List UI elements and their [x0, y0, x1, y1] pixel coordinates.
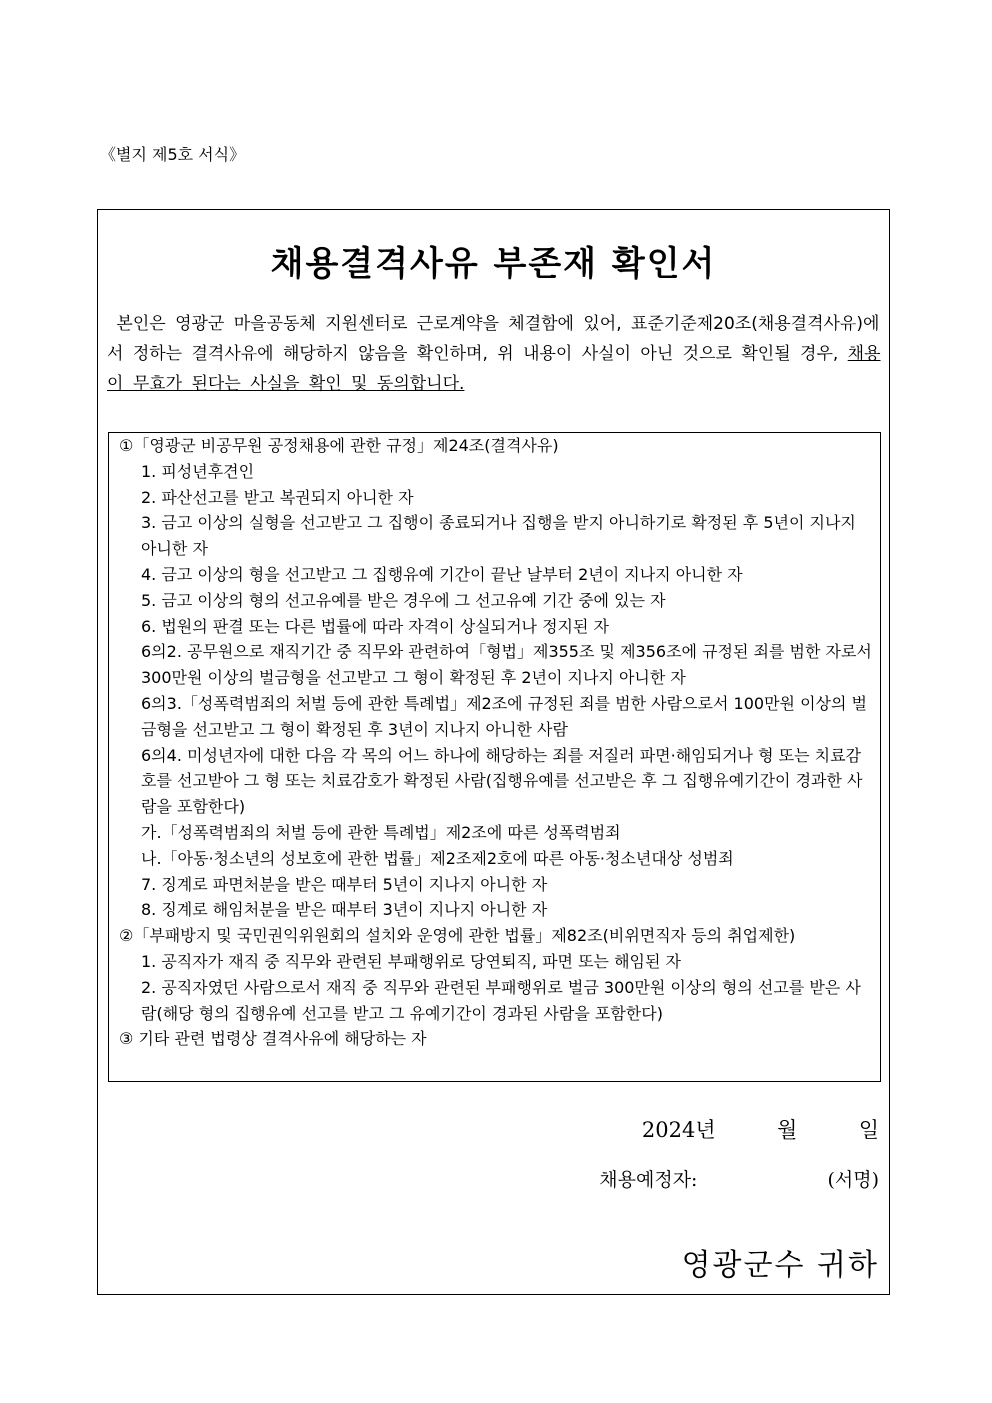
list-item: 가.「성폭력범죄의 처벌 등에 관한 특례법」제2조에 따른 성폭력범죄	[141, 822, 621, 842]
list-item: 6의3.「성폭력범죄의 처벌 등에 관한 특례법」제2조에 규정된 죄를 범한 사람으로서 100만원 이상의 벌금형을 선고받고 그 형이 확정된 후 3년이 지나지 아니한 사람	[141, 693, 867, 739]
signature-mark: (서명)	[827, 1169, 879, 1191]
list-item: 나.「아동·청소년의 성보호에 관한 법률」제2조제2호에 따른 아동·청소년대상 성범죄	[141, 848, 734, 868]
intro-text: 본인은 영광군 마을공동체 지원센터로 근로계약을 체결함에 있어, 표준기준제20조(채용결격사유)에서 정하는 결격사유에 해당하지 않음을 확인하며, 위 내용이 사실이 아닌 것으로 확인될 경우,	[107, 314, 880, 364]
section-heading: ②「부패방지 및 국민권익위원회의 설치와 운영에 관한 법률」제82조(비위면직자 등의 취업제한)	[119, 926, 796, 946]
list-item: 1. 피성년후견인	[141, 461, 255, 481]
list-item: 8. 징계로 해임처분을 받은 때부터 3년이 지나지 아니한 자	[141, 900, 548, 920]
list-item: 5. 금고 이상의 형의 선고유예를 받은 경우에 그 선고유예 기간 중에 있는 자	[141, 590, 666, 610]
list-item: 3. 금고 이상의 실형을 선고받고 그 집행이 종료되거나 집행을 받지 아니하기로 확정된 후 5년이 지나지 아니한 자	[141, 513, 856, 559]
document-frame	[97, 209, 890, 1295]
date-month: 월	[777, 1118, 798, 1142]
addressee: 영광군수 귀하	[681, 1248, 879, 1283]
intro-paragraph	[107, 309, 882, 399]
list-item: 6의4. 미성년자에 대한 다음 각 목의 어느 하나에 해당하는 죄를 저질러 파면·해임되거나 형 또는 치료감호를 선고받아 그 형 또는 치료감호가 확정된 사람(집행유예를 선고받은 후 그 집행유예기간이 경과한 사람을 포함한다)	[141, 745, 863, 817]
signer-label: 채용예정자:	[599, 1169, 698, 1191]
list-item: 2. 파산선고를 받고 복권되지 아니한 자	[141, 487, 414, 507]
list-item: 6. 법원의 판결 또는 다른 법률에 따라 자격이 상실되거나 정지된 자	[141, 616, 609, 636]
signature-line	[599, 1165, 879, 1192]
disqualification-box	[108, 432, 881, 1082]
section-heading: ①「영광군 비공무원 공정채용에 관한 규정」제24조(결격사유)	[119, 436, 559, 455]
list-item: 7. 징계로 파면처분을 받은 때부터 5년이 지나지 아니한 자	[141, 874, 548, 894]
list-item: 2. 공직자였던 사람으로서 재직 중 직무와 관련된 부패행위로 벌금 300만원 이상의 형의 선고를 받은 사람(해당 형의 집행유예 선고를 받고 그 유예기간이 경과된 사람을 포함한다)	[141, 977, 861, 1023]
list-item: 4. 금고 이상의 형을 선고받고 그 집행유예 기간이 끝난 날부터 2년이 지나지 아니한 자	[141, 564, 743, 584]
list-item: 1. 공직자가 재직 중 직무와 관련된 부패행위로 당연퇴직, 파면 또는 해임된 자	[141, 951, 681, 971]
form-number: 《별지 제5호 서식》	[100, 145, 246, 164]
date-day: 일	[858, 1118, 879, 1142]
date-year: 2024년	[641, 1118, 716, 1142]
list-item: 6의2. 공무원으로 재직기간 중 직무와 관련하여「형법」제355조 및 제356조에 규정된 죄를 범한 자로서 300만원 이상의 벌금형을 선고받고 그 형이 확정된 후 2년이 지나지 아니한 자	[141, 642, 872, 688]
date-line	[642, 1114, 879, 1144]
document-title: 채용결격사유 부존재 확인서	[270, 244, 717, 284]
intro-underlined: 채용이 무효가 된다는 사실을 확인 및 동의합니다.	[107, 344, 881, 394]
section-heading: ③ 기타 관련 법령상 결격사유에 해당하는 자	[119, 1029, 427, 1049]
